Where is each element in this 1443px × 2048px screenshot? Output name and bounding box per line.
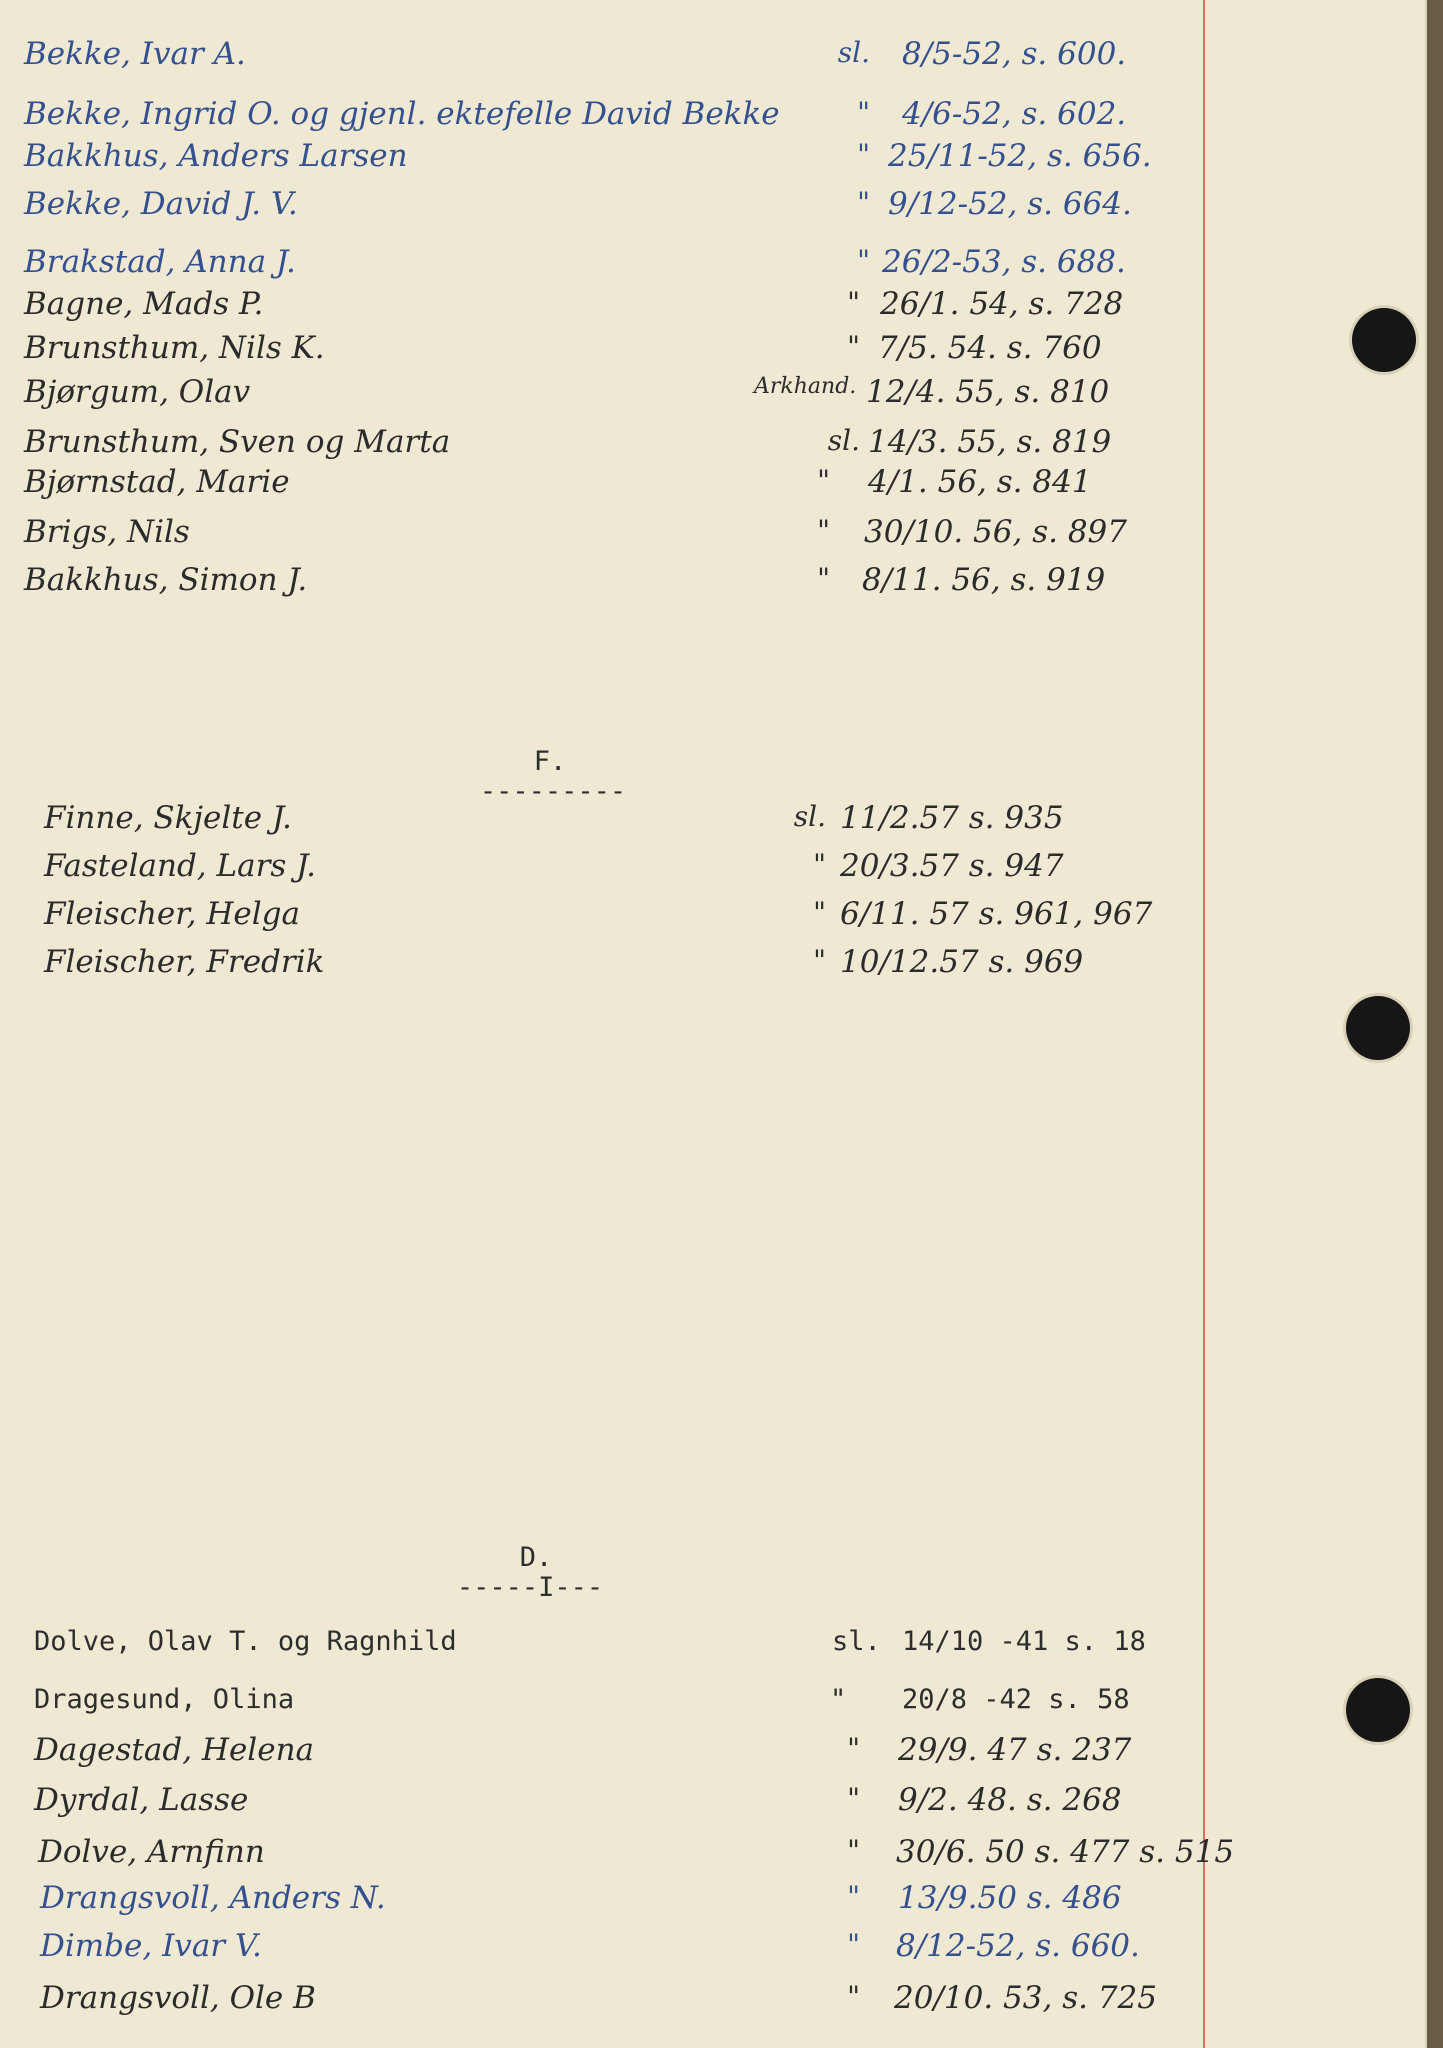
entry-ditto: Arkhand. <box>754 374 857 399</box>
entry-date: 29/9. 47 s. 237 <box>898 1732 1132 1768</box>
entry-date: 8/11. 56, s. 919 <box>862 562 1106 598</box>
entry-row <box>0 848 1200 888</box>
entry-row <box>0 1880 1200 1920</box>
entry-date: 14/10 -41 s. 18 <box>902 1626 1146 1657</box>
entry-name: Fleischer, Fredrik <box>44 944 325 980</box>
entry-date: 8/12-52, s. 660. <box>896 1928 1140 1964</box>
entry-date: 26/2-53, s. 688. <box>882 244 1126 280</box>
entry-name: Dragesund, Olina <box>34 1684 295 1715</box>
entry-name: Brunsthum, Nils K. <box>24 330 325 366</box>
entry-date: 6/11. 57 s. 961, 967 <box>840 896 1153 932</box>
entry-name: Bjørnstad, Marie <box>24 464 290 500</box>
entry-ditto: " <box>817 514 830 547</box>
entry-name: Fasteland, Lars J. <box>44 848 317 884</box>
entry-date: 9/2. 48. s. 268 <box>898 1782 1122 1818</box>
section-f-heading: F. <box>533 746 567 777</box>
entry-date: 7/5. 54. s. 760 <box>878 330 1102 366</box>
entry-ditto: sl. <box>832 1626 881 1657</box>
entry-date: 30/6. 50 s. 477 s. 515 <box>896 1834 1235 1870</box>
entry-row <box>0 138 1200 178</box>
entry-name: Dimbe, Ivar V. <box>40 1928 262 1964</box>
entry-row <box>0 1928 1200 1968</box>
entry-name: Bagne, Mads P. <box>24 286 264 322</box>
entry-date: 26/1. 54, s. 728 <box>880 286 1124 322</box>
entry-row <box>0 1782 1200 1822</box>
entry-ditto: sl. <box>793 800 826 833</box>
entry-name: Finne, Skjelte J. <box>44 800 292 836</box>
entry-ditto: " <box>847 1880 860 1913</box>
entry-name: Bakkhus, Anders Larsen <box>24 138 408 174</box>
entry-date: 9/12-52, s. 664. <box>888 186 1132 222</box>
entry-ditto: " <box>813 944 826 977</box>
entry-row <box>0 244 1200 284</box>
entry-date: 12/4. 55, s. 810 <box>866 374 1110 410</box>
entry-row <box>0 1980 1200 2020</box>
entry-ditto: " <box>847 286 860 319</box>
entry-date: 13/9.50 s. 486 <box>898 1880 1122 1916</box>
entry-row <box>0 514 1200 554</box>
entry-name: Bekke, Ingrid O. og gjenl. ektefelle David Bekke <box>24 96 780 132</box>
entry-name: Dyrdal, Lasse <box>34 1782 249 1818</box>
entry-date: 25/11-52, s. 656. <box>888 138 1152 174</box>
entry-name: Brunsthum, Sven og Marta <box>24 424 451 460</box>
entry-ditto: " <box>847 330 860 363</box>
entry-row <box>0 800 1200 840</box>
entry-name: Bjørgum, Olav <box>24 374 251 410</box>
entry-date: 4/1. 56, s. 841 <box>868 464 1092 500</box>
entry-ditto: " <box>857 244 870 277</box>
punch-hole-middle <box>1346 996 1410 1060</box>
entry-ditto: " <box>847 1732 860 1765</box>
punch-hole-bottom <box>1346 1678 1410 1742</box>
entry-row <box>0 896 1200 936</box>
entry-date: 11/2.57 s. 935 <box>840 800 1064 836</box>
section-d-heading: D. <box>519 1542 553 1573</box>
entry-date: 10/12.57 s. 969 <box>840 944 1084 980</box>
entry-name: Bekke, David J. V. <box>24 186 298 222</box>
entry-date: 4/6-52, s. 602. <box>902 96 1127 132</box>
entry-name: Dagestad, Helena <box>34 1732 315 1768</box>
entry-date: 20/8 -42 s. 58 <box>902 1684 1130 1715</box>
entry-row <box>0 464 1200 504</box>
entry-ditto: " <box>813 896 826 929</box>
entry-row <box>0 96 1200 136</box>
entry-ditto: " <box>847 1834 860 1867</box>
entry-date: 8/5-52, s. 600. <box>902 36 1127 72</box>
entry-name: Dolve, Arnfinn <box>38 1834 265 1870</box>
entry-name: Dolve, Olav T. og Ragnhild <box>34 1626 457 1657</box>
entry-ditto: " <box>857 96 870 129</box>
entry-ditto: " <box>847 1928 860 1961</box>
entry-ditto: " <box>857 138 870 171</box>
entry-date: 30/10. 56, s. 897 <box>864 514 1127 550</box>
entry-ditto: " <box>830 1684 847 1715</box>
entry-row <box>0 374 1200 414</box>
entry-row <box>0 36 1200 76</box>
entry-date: 20/3.57 s. 947 <box>840 848 1064 884</box>
section-f-rule: --------- <box>479 776 627 807</box>
entry-name: Brigs, Nils <box>24 514 190 550</box>
section-d-rule: -----I--- <box>456 1572 604 1603</box>
entry-name: Drangsvoll, Ole B <box>40 1980 316 2016</box>
entry-row <box>0 186 1200 226</box>
entry-name: Bekke, Ivar A. <box>24 36 246 72</box>
entry-date: 20/10. 53, s. 725 <box>894 1980 1157 2016</box>
entry-ditto: " <box>817 562 830 595</box>
punch-hole-top <box>1352 308 1416 372</box>
entry-date: 14/3. 55, s. 819 <box>868 424 1112 460</box>
entry-name: Fleischer, Helga <box>44 896 301 932</box>
entry-name: Brakstad, Anna J. <box>24 244 296 280</box>
entry-ditto: " <box>817 464 830 497</box>
entry-ditto: " <box>847 1980 860 2013</box>
entry-ditto: " <box>847 1782 860 1815</box>
entry-row <box>0 944 1200 984</box>
entry-row <box>0 330 1200 370</box>
entry-row <box>0 424 1200 464</box>
entry-ditto: sl. <box>827 424 860 457</box>
typed-entry-row <box>0 1684 1200 1724</box>
typed-entry-row <box>0 1626 1200 1666</box>
entry-row <box>0 562 1200 602</box>
entry-row <box>0 1834 1235 1874</box>
entry-row <box>0 1732 1200 1772</box>
entry-name: Bakkhus, Simon J. <box>24 562 308 598</box>
entry-row <box>0 286 1200 326</box>
red-margin-line <box>1203 0 1205 2048</box>
entry-ditto: " <box>813 848 826 881</box>
entry-ditto: sl. <box>837 36 870 69</box>
entry-name: Drangsvoll, Anders N. <box>40 1880 386 1916</box>
entry-ditto: " <box>857 186 870 219</box>
